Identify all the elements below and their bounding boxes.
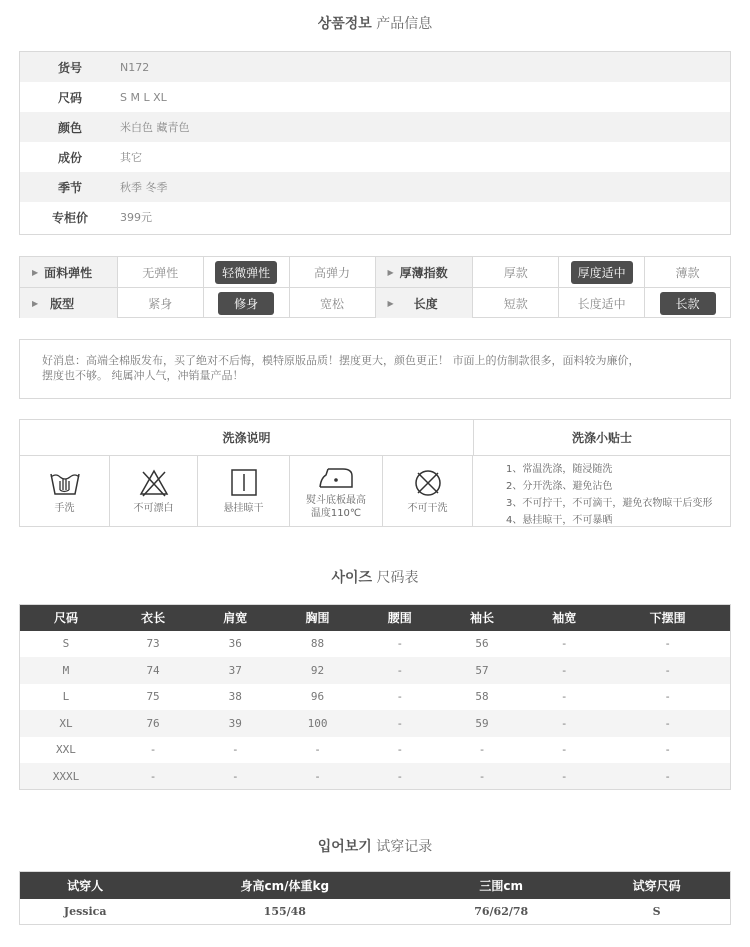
table-cell: XL: [20, 710, 112, 737]
table-cell: -: [605, 657, 730, 684]
attribute-option: [472, 257, 558, 287]
info-row: [20, 112, 730, 142]
info-row: [20, 52, 730, 82]
table-cell: -: [112, 763, 194, 790]
wash-item: [110, 456, 198, 527]
title-chinese: 试穿记录: [376, 839, 433, 855]
attribute-row: [20, 257, 730, 287]
table-cell: -: [664, 690, 671, 704]
table-cell: Jessica: [63, 904, 107, 918]
selected-pill: 轻微弹性: [215, 261, 277, 284]
info-value: 秋季 冬季: [120, 181, 168, 194]
info-label: 颜色: [57, 120, 82, 135]
info-row: [20, 172, 730, 202]
column-header: 三围cm: [419, 872, 583, 899]
info-value: N172: [120, 60, 150, 74]
selected-pill: 修身: [218, 292, 274, 315]
attribute-option-selected: [644, 288, 730, 318]
attribute-option: [472, 288, 558, 318]
table-cell: -: [523, 657, 605, 684]
option-label: 短款: [503, 296, 528, 311]
table-cell: L: [62, 690, 70, 704]
fit-header-row: [20, 872, 731, 899]
info-value: 米白色 藏青色: [120, 121, 190, 134]
table-cell: 56: [475, 637, 489, 651]
table-cell: XXL: [56, 743, 76, 757]
info-row: [20, 142, 730, 172]
selected-pill: 长款: [660, 292, 716, 315]
no-bleach-icon: [139, 468, 169, 498]
column-header: 胸围: [276, 605, 358, 631]
wash-tips-title: 洗涤小贴士: [571, 431, 632, 445]
fitting-record-title: [0, 836, 750, 856]
table-row: [20, 737, 731, 764]
option-label: 高弹力: [314, 265, 351, 280]
hand-wash-icon: [48, 468, 82, 498]
table-cell: 73: [146, 637, 160, 651]
table-cell: XXXL: [20, 763, 112, 790]
attribute-head-label: 面料弹性: [44, 265, 93, 280]
table-cell: -: [359, 710, 441, 737]
wash-label: 手洗: [54, 503, 75, 514]
attribute-option: [289, 288, 375, 318]
table-cell: -: [396, 637, 404, 651]
table-cell: -: [560, 743, 568, 757]
table-row: [20, 631, 731, 658]
option-label: 无弹性: [142, 265, 179, 280]
table-cell: 92: [276, 657, 358, 684]
column-header: 肩宽: [194, 605, 276, 631]
table-cell: -: [231, 743, 239, 757]
table-cell: 96: [310, 690, 325, 704]
table-cell: 58: [475, 690, 489, 704]
title-korean: 입어보기: [317, 839, 372, 855]
column-header: 尺码: [20, 605, 112, 631]
wash-tip: 2、分开洗涤、避免沾色: [506, 481, 613, 492]
size-chart-title: [0, 567, 750, 587]
fitting-table: [19, 871, 731, 925]
table-cell: 155/48: [263, 904, 306, 918]
table-cell: -: [523, 710, 605, 737]
attribute-head-label: 长度: [413, 296, 438, 311]
iron-icon: [318, 464, 354, 490]
product-info-table: [19, 51, 731, 235]
table-cell: 36: [228, 637, 242, 651]
size-table: [19, 604, 731, 790]
attribute-option: [644, 257, 730, 287]
attribute-head-thickness: [375, 257, 473, 287]
table-cell: 74: [112, 657, 194, 684]
table-cell: -: [523, 763, 605, 790]
column-header: 试穿人: [20, 872, 151, 899]
table-row: [20, 657, 731, 684]
info-value: S M L XL: [120, 90, 167, 104]
title-chinese: 尺码表: [376, 570, 419, 586]
notice-line: 好消息：高端全棉版发布，买了绝对不后悔，模特原版品质！摆度更大，颜色更正！ 市面上的仿制款很多，面料较为廉价，: [42, 354, 640, 367]
attribute-option: [558, 288, 644, 318]
wash-tip: 3、不可拧干，不可滴干，避免衣物晾干后变形: [506, 498, 713, 509]
column-header: 下摆围: [605, 605, 730, 631]
info-label: 货号: [57, 60, 82, 75]
table-cell: 59: [441, 710, 523, 737]
attribute-option: [117, 288, 203, 318]
table-cell: -: [276, 763, 358, 790]
notice-line: 摆度也不够。 纯属冲人气，冲销量产品！: [42, 369, 244, 382]
option-label: 长度适中: [577, 296, 626, 311]
wash-item: [198, 456, 290, 527]
table-row: [20, 763, 731, 790]
column-header: 试穿尺码: [583, 872, 730, 899]
triangle-right-icon: ▶: [387, 267, 394, 277]
table-row: [20, 684, 731, 711]
table-cell: 88: [310, 637, 325, 651]
table-cell: -: [396, 743, 404, 757]
wash-tip: 1、常温洗涤，随浸随洗: [506, 464, 613, 475]
option-label: 宽松: [320, 296, 345, 311]
column-header: 袖长: [441, 605, 523, 631]
wash-header: [20, 420, 730, 456]
info-label: 成份: [57, 150, 82, 165]
attribute-option-selected: [558, 257, 644, 287]
notice-box: [19, 339, 731, 399]
column-header: 衣长: [112, 605, 194, 631]
title-korean: 상품정보: [317, 16, 372, 32]
table-cell: -: [605, 710, 730, 737]
attribute-grid: [19, 256, 731, 318]
wash-item: [290, 456, 383, 527]
table-cell: -: [664, 637, 671, 651]
table-cell: -: [194, 763, 276, 790]
info-row: [20, 202, 730, 232]
info-value: 399元: [120, 211, 152, 224]
wash-instructions-title: 洗涤说明: [20, 420, 474, 455]
wash-label: 不可干洗: [407, 503, 448, 514]
table-cell: 76/62/78: [474, 904, 529, 918]
table-cell: 39: [194, 710, 276, 737]
table-cell: 75: [146, 690, 160, 704]
wash-item: [383, 456, 473, 527]
table-cell: -: [664, 743, 671, 757]
option-label: 厚款: [503, 265, 528, 280]
wash-body: [20, 456, 730, 527]
table-cell: 76: [112, 710, 194, 737]
attribute-option-selected: [203, 257, 289, 287]
table-cell: S: [652, 904, 661, 918]
table-cell: -: [359, 657, 441, 684]
table-cell: 57: [441, 657, 523, 684]
wash-instructions: [19, 419, 731, 527]
table-cell: -: [396, 690, 404, 704]
table-row: [20, 899, 731, 925]
wash-tips: [473, 456, 730, 527]
table-cell: -: [478, 743, 486, 757]
attribute-option: [117, 257, 203, 287]
title-korean: 사이즈: [331, 570, 373, 586]
option-label: 紧身: [148, 296, 173, 311]
size-header-row: [20, 605, 731, 631]
attribute-option: [289, 257, 375, 287]
attribute-head-length: [375, 288, 473, 318]
table-cell: -: [359, 763, 441, 790]
triangle-right-icon: ▶: [32, 267, 39, 277]
wash-label: 温度110℃: [310, 507, 362, 519]
hang-dry-icon: [230, 468, 258, 498]
info-row: [20, 82, 730, 112]
attribute-option-selected: [203, 288, 289, 318]
selected-pill: 厚度适中: [571, 261, 633, 284]
wash-tip: 4、悬挂晾干，不可暴晒: [506, 515, 613, 526]
table-cell: -: [605, 763, 730, 790]
table-cell: -: [314, 743, 321, 757]
column-header: 袖宽: [523, 605, 605, 631]
table-cell: 37: [194, 657, 276, 684]
info-label: 专柜价: [51, 210, 88, 225]
option-label: 薄款: [675, 265, 700, 280]
table-cell: -: [441, 763, 523, 790]
wash-label: 不可漂白: [133, 503, 174, 514]
table-cell: S: [62, 637, 70, 651]
column-header: 腰围: [359, 605, 441, 631]
wash-item: [20, 456, 110, 527]
table-cell: 38: [228, 690, 242, 704]
attribute-row: [20, 287, 730, 318]
table-cell: -: [560, 690, 568, 704]
attribute-head-fabric-elasticity: [20, 257, 117, 287]
product-info-title: [0, 13, 750, 33]
triangle-right-icon: ▶: [387, 298, 394, 308]
table-cell: 100: [276, 710, 358, 737]
no-dry-clean-icon: [413, 468, 443, 498]
table-cell: M: [20, 657, 112, 684]
wash-label: 熨斗底板最高: [306, 494, 366, 506]
info-value: 其它: [120, 151, 142, 164]
column-header: 身高cm/体重kg: [150, 872, 419, 899]
table-row: [20, 710, 731, 737]
attribute-head-label: 版型: [50, 296, 75, 311]
attribute-head-fit: [20, 288, 117, 318]
info-label: 尺码: [57, 90, 82, 105]
table-cell: -: [149, 743, 157, 757]
triangle-right-icon: ▶: [32, 298, 39, 308]
info-label: 季节: [57, 180, 82, 195]
title-chinese: 产品信息: [376, 16, 433, 32]
attribute-head-label: 厚薄指数: [399, 265, 448, 280]
table-cell: -: [560, 637, 568, 651]
wash-label: 悬挂晾干: [223, 503, 264, 514]
